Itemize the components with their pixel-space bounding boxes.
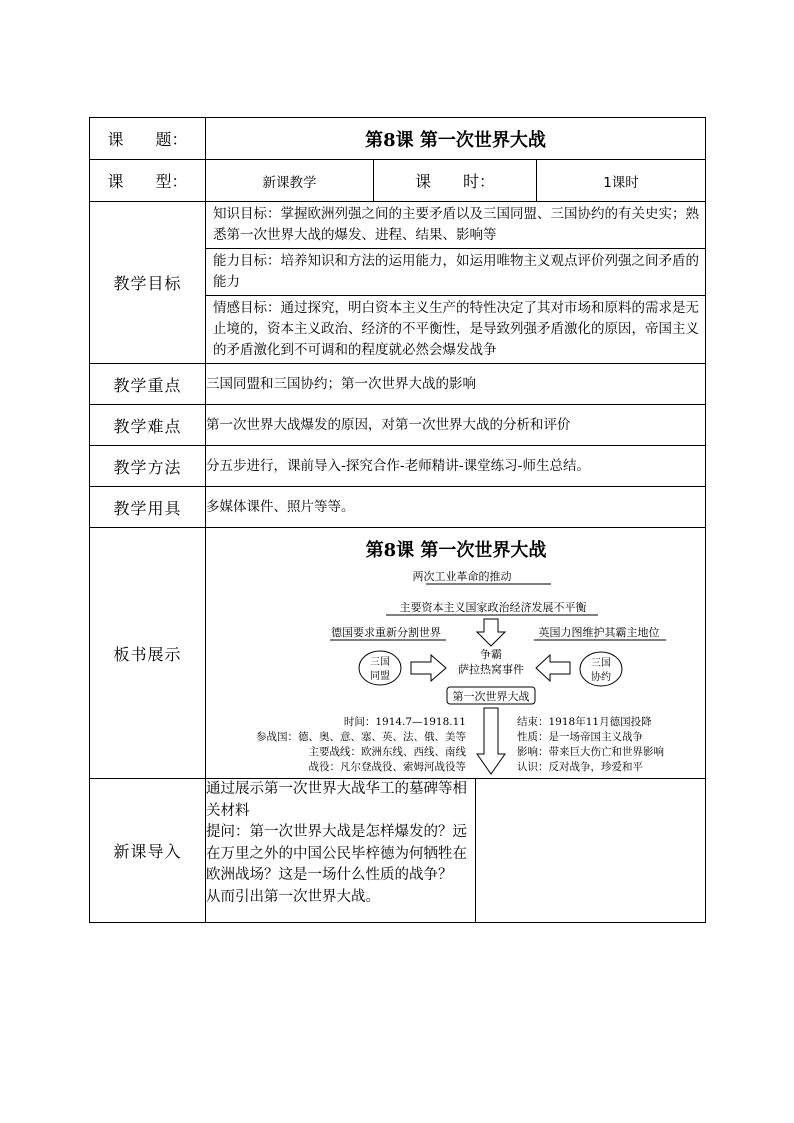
- intro-line-2: 提问：第一次世界大战是怎样爆发的？远在万里之外的中国公民毕梓德为何牺牲在欧洲战场？这是一场什么性质的战争？: [206, 824, 467, 883]
- intro-label: 新课导入: [90, 779, 206, 923]
- type-value: 新课教学: [206, 160, 374, 202]
- board-center-1: 争霸: [480, 648, 502, 661]
- intro-content: [206, 779, 476, 923]
- triple-entente-text-2: 协约: [591, 672, 611, 683]
- triple-alliance-text-2: 同盟: [370, 671, 390, 682]
- board-right-detail-1: 结束：1918年11月德国投降: [517, 716, 652, 728]
- objective-knowledge: 知识目标：掌握欧洲列强之间的主要矛盾以及三国同盟、三国协约的有关史实；熟悉第一次世界大战的爆发、进程、结果、影响等: [206, 202, 705, 249]
- objectives-label: 教学目标: [90, 202, 206, 364]
- time-label: 课 时：: [374, 160, 537, 202]
- type-label: 课 型：: [90, 160, 206, 202]
- board-label: 板书展示: [90, 528, 206, 779]
- methods-value: 分五步进行，课前导入-探究合作-老师精讲-课堂练习-师生总结。: [206, 446, 706, 487]
- objective-emotion: 情感目标：通过探究，明白资本主义生产的特性决定了其对市场和原料的需求是无止境的，资本主义政治、经济的不平衡性，是导致列强矛盾激化的原因，帝国主义的矛盾激化到不可调和的程度就必然会爆发战争: [213, 300, 699, 358]
- board-left-detail-3: 主要战线：欧洲东线、西线、南线: [308, 746, 466, 758]
- board-right-detail-2: 性质：是一场帝国主义战争: [517, 731, 643, 743]
- triple-alliance-text-1: 三国: [370, 657, 390, 668]
- time-value: 1课时: [537, 160, 706, 202]
- board-cell: [206, 528, 706, 779]
- big-down-arrow-icon: [477, 708, 505, 774]
- war-box-text: 第一次世界大战: [452, 690, 530, 703]
- tools-label: 教学用具: [90, 487, 206, 528]
- right-arrow-icon: [411, 655, 446, 681]
- objectives-cell: [206, 202, 706, 364]
- board-center-2: 萨拉热窝事件: [458, 663, 524, 676]
- difficulties-label: 教学难点: [90, 405, 206, 446]
- board-left-detail-1: 时间：1914.7—1918.11: [343, 716, 466, 728]
- intro-notes-cell: [476, 779, 706, 923]
- lesson-plan-table: [89, 117, 706, 923]
- board-right-detail-4: 认识：反对战争，珍爱和平: [517, 761, 643, 773]
- left-arrow-icon: [536, 655, 570, 681]
- board-line-1: 两次工业革命的推动: [412, 570, 512, 583]
- key-points-label: 教学重点: [90, 364, 206, 405]
- objective-ability: 能力目标：培养知识和方法的运用能力，如运用唯物主义观点评价列强之间矛盾的能力: [206, 249, 705, 296]
- board-right-cause: 英国力图维护其霸主地位: [538, 626, 660, 639]
- triple-entente-text-1: 三国: [591, 658, 611, 669]
- board-left-cause: 德国要求重新分割世界: [331, 626, 441, 639]
- intro-line-3: 从而引出第一次世界大战。: [206, 888, 380, 905]
- board-line-2: 主要资本主义国家政治经济发展不平衡: [399, 601, 587, 614]
- methods-label: 教学方法: [90, 446, 206, 487]
- lesson-title: 第8课 第一次世界大战: [206, 118, 706, 160]
- down-arrow-icon: [477, 619, 505, 646]
- board-left-detail-2: 参战国：德、奥、意、塞、英、法、俄、美等: [256, 731, 466, 743]
- board-left-detail-4: 战役：凡尔登战役、索姆河战役等: [308, 761, 466, 773]
- board-title: 第8课 第一次世界大战: [365, 540, 547, 561]
- board-svg: [206, 528, 706, 778]
- intro-line-1: 通过展示第一次世界大战华工的墓碑等相关材料: [206, 781, 467, 819]
- key-points-value: 三国同盟和三国协约；第一次世界大战的影响: [206, 364, 706, 405]
- difficulties-value: 第一次世界大战爆发的原因，对第一次世界大战的分析和评价: [206, 405, 706, 446]
- board-right-detail-3: 影响：带来巨大伤亡和世界影响: [517, 746, 664, 758]
- board-diagram: [206, 528, 705, 778]
- tools-value: 多媒体课件、照片等等。: [206, 487, 706, 528]
- topic-label: 课 题：: [90, 118, 206, 160]
